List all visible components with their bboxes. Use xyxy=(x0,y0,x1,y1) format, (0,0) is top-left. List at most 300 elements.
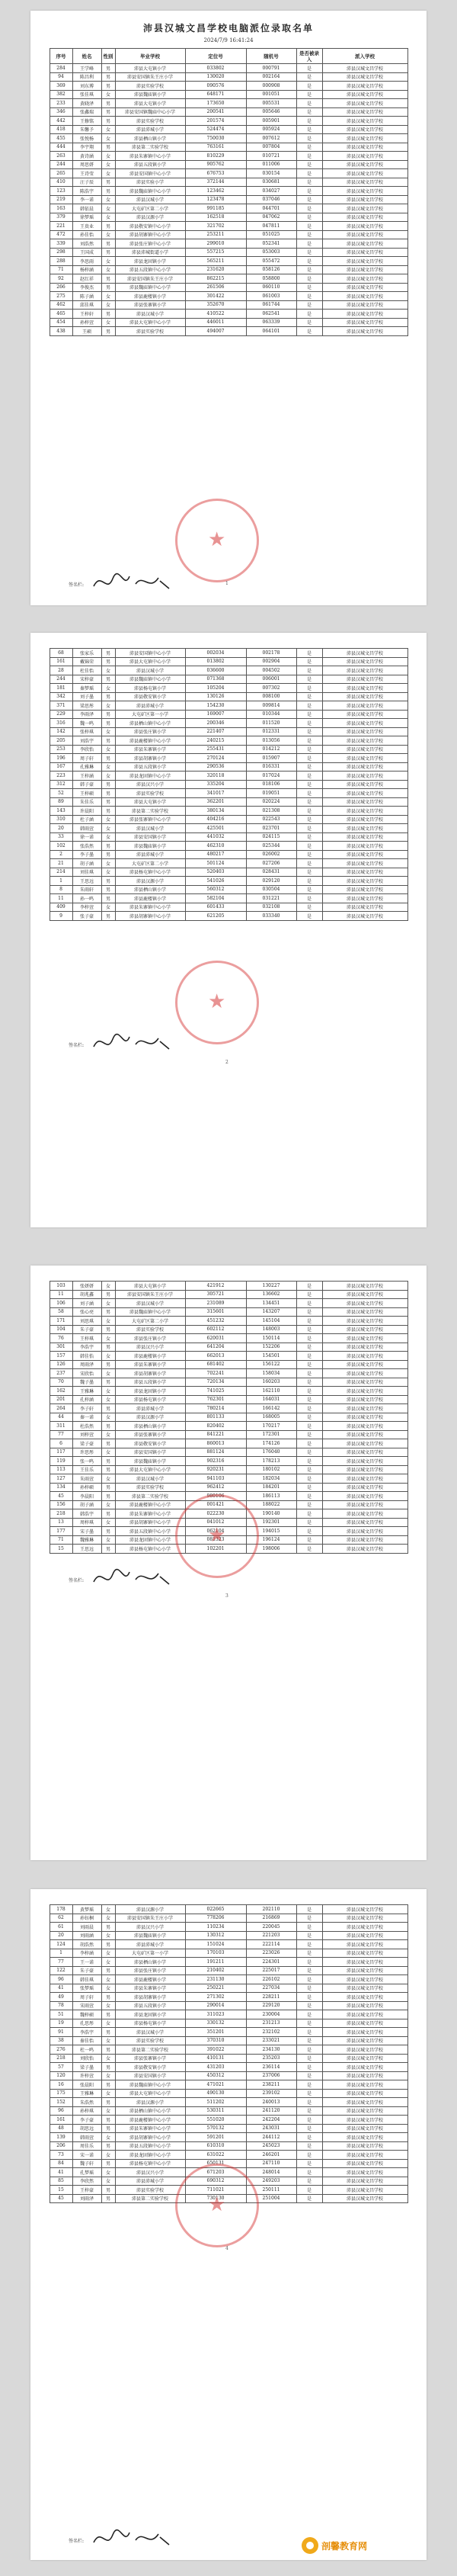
table-cell: 沛县安国镇朱王庄小学 xyxy=(115,1914,185,1923)
table-cell: 魏一鸣 xyxy=(72,719,101,728)
table-cell: 232102 xyxy=(246,2028,296,2037)
table-cell: 200346 xyxy=(185,719,246,728)
table-cell: 010721 xyxy=(246,152,296,161)
table-cell: 沛县汉城小学 xyxy=(115,1299,185,1308)
table-cell: 女 xyxy=(101,2019,115,2028)
table-cell: 265 xyxy=(50,169,72,178)
table-cell: 沛县汉城文昌学校 xyxy=(322,842,407,851)
table-cell: 沛县汉城文昌学校 xyxy=(322,1975,407,1984)
table-cell: 沛县汉城文昌学校 xyxy=(322,1360,407,1369)
table-cell: 沛县汉城小学 xyxy=(115,824,185,833)
table-cell: 62 xyxy=(50,1914,72,1923)
table-cell: 沛县汉城文昌学校 xyxy=(322,1395,407,1404)
table-cell: 沛县汉城文昌学校 xyxy=(322,1352,407,1361)
table-row xyxy=(50,2063,407,2072)
table-cell: 236114 xyxy=(246,2063,296,2072)
table-cell: 沛县汉城文昌学校 xyxy=(322,2151,407,2160)
table-cell: 102201 xyxy=(185,1545,246,1554)
table-cell: 是 xyxy=(296,1500,322,1509)
table-cell: 620031 xyxy=(185,1334,246,1343)
table-cell: 023701 xyxy=(246,824,296,833)
table-cell: 253 xyxy=(50,745,72,754)
table-cell: 053003 xyxy=(246,248,296,257)
table-cell: 朱子豪 xyxy=(72,1325,101,1334)
table-cell: 女 xyxy=(101,213,115,222)
table-cell: 71 xyxy=(50,265,72,274)
table-cell: 男 xyxy=(101,1378,115,1387)
table-cell: 是 xyxy=(296,1535,322,1545)
table-cell: 沛县胡寨镇中心小学 xyxy=(115,1518,185,1527)
table-cell: 103 xyxy=(50,1282,72,1291)
table-cell: 沛县汉城文昌学校 xyxy=(322,169,407,178)
table-cell: 沛县汉兴小学 xyxy=(115,780,185,789)
signature-label: 签名栏: xyxy=(69,1043,85,1048)
table-cell: 84 xyxy=(50,2159,72,2168)
table-row xyxy=(50,1448,407,1457)
table-cell: 沛县第二实验学校 xyxy=(115,2194,185,2203)
table-cell: 是 xyxy=(296,1914,322,1923)
table-cell: 沛县汉城文昌学校 xyxy=(322,239,407,249)
table-row xyxy=(50,2028,407,2037)
table-cell: 244112 xyxy=(246,2133,296,2142)
table-cell: 602112 xyxy=(185,1325,246,1334)
table-cell: 张悦杨 xyxy=(72,134,101,143)
table-cell: 172301 xyxy=(246,1430,296,1439)
table-cell: 男 xyxy=(101,248,115,257)
table-cell: 男 xyxy=(101,274,115,284)
table-cell: 男 xyxy=(101,807,115,816)
table-cell: 451232 xyxy=(185,1317,246,1326)
table-cell: 沛县杨屯镇小学 xyxy=(115,1395,185,1404)
table-row xyxy=(50,82,407,91)
table-cell: 438 xyxy=(50,327,72,336)
table-cell: 沛县汉城文昌学校 xyxy=(322,1457,407,1466)
table-cell: 女 xyxy=(101,169,115,178)
table-cell: 沛县汉城文昌学校 xyxy=(322,1334,407,1343)
table-cell: 235203 xyxy=(246,2054,296,2063)
table-cell: 是 xyxy=(296,257,322,266)
table-cell: 沛县张寨镇小学 xyxy=(115,300,185,310)
table-cell: 150114 xyxy=(246,1334,296,1343)
table-cell: 沛县第二实验学校 xyxy=(115,807,185,816)
handwritten-signature xyxy=(90,1563,174,1593)
table-cell: 男 xyxy=(101,1422,115,1431)
table-row xyxy=(50,1975,407,1984)
table-cell: 男 xyxy=(101,1509,115,1519)
table-row xyxy=(50,2133,407,2142)
table-cell: 是 xyxy=(296,894,322,903)
site-watermark xyxy=(302,2536,385,2555)
table-cell: 沛县汉兴小学 xyxy=(115,2168,185,2177)
table-cell: 沛县汉城文昌学校 xyxy=(322,1369,407,1378)
table-cell: 女 xyxy=(101,666,115,675)
table-cell: 是 xyxy=(296,1949,322,1958)
table-cell: 沛县安国镇小学 xyxy=(115,2071,185,2080)
table-cell: 沛县汉城文昌学校 xyxy=(322,859,407,868)
table-cell: 沛县汉城文昌学校 xyxy=(322,1465,407,1474)
table-header-row xyxy=(50,49,407,64)
table-cell: 是 xyxy=(296,1282,322,1291)
table-cell: 123 xyxy=(50,187,72,196)
table-cell: 96 xyxy=(50,2106,72,2116)
table-row xyxy=(50,204,407,213)
table-cell: 沛县汉城小学 xyxy=(115,195,185,204)
table-cell: 周佳乐 xyxy=(72,2141,101,2151)
table-cell: 062104 xyxy=(185,1527,246,1536)
table-cell: 是 xyxy=(296,318,322,327)
admission-table xyxy=(50,648,408,921)
table-cell: 沛县汉城文昌学校 xyxy=(322,1949,407,1958)
table-cell: 周子轩 xyxy=(72,754,101,763)
table-cell: 孔梦瑶 xyxy=(72,2168,101,2177)
page-number: 4 xyxy=(225,2246,228,2251)
table-cell: 陈昌利 xyxy=(72,72,101,82)
table-row xyxy=(50,1474,407,1484)
table-cell: 沛县大屯镇小学 xyxy=(115,797,185,807)
table-cell: 沛县魏庙镇中心小学 xyxy=(115,283,185,292)
table-cell: 沛县汉城文昌学校 xyxy=(322,204,407,213)
table-cell: 魏梓硕 xyxy=(72,2010,101,2019)
table-cell: 沛县五段镇小学 xyxy=(115,2001,185,2010)
table-cell: 沛县汉城文昌学校 xyxy=(322,64,407,73)
table-cell: 沛县安国镇中心小学 xyxy=(115,169,185,178)
table-cell: 黄梦瑶 xyxy=(72,1905,101,1914)
table-cell: 男 xyxy=(101,187,115,196)
table-cell: 女 xyxy=(101,1395,115,1404)
table-cell: 002904 xyxy=(246,657,296,666)
table-cell: 沛县鹿楼镇中心小学 xyxy=(115,1500,185,1509)
table-cell: 王诗莹 xyxy=(72,169,101,178)
table-cell: 77 xyxy=(50,1958,72,1967)
table-cell: 沛县汉城文昌学校 xyxy=(322,2186,407,2195)
table-cell: 沛县汉城文昌学校 xyxy=(322,649,407,658)
table-cell: 是 xyxy=(296,859,322,868)
table-cell: 李梓萱 xyxy=(72,903,101,912)
table-row xyxy=(50,832,407,842)
table-cell: 孙钰桐 xyxy=(72,1914,101,1923)
table-cell: 20 xyxy=(50,1931,72,1940)
table-cell: 沛县敬安镇小学 xyxy=(115,2063,185,2072)
table-cell: 是 xyxy=(296,885,322,894)
table-row xyxy=(50,1378,407,1387)
table-cell: 061744 xyxy=(246,300,296,310)
table-cell: 沛县沛城街道小学 xyxy=(115,248,185,257)
table-cell: 沛县实验学校 xyxy=(115,327,185,336)
table-cell: 女 xyxy=(101,859,115,868)
table-cell: 是 xyxy=(296,1958,322,1967)
table-cell: 沛县张庄镇小学 xyxy=(115,1966,185,1975)
column-header: 随机号 xyxy=(246,49,296,64)
table-cell: 44 xyxy=(50,1413,72,1422)
official-seal xyxy=(175,499,259,582)
table-cell: 沛县汉城小学 xyxy=(115,1474,185,1484)
table-cell: 170217 xyxy=(246,1422,296,1431)
table-cell: 560312 xyxy=(185,885,246,894)
table-cell: 沛县汉城文昌学校 xyxy=(322,327,407,336)
table-cell: 621205 xyxy=(185,912,246,921)
table-cell: 462 xyxy=(50,300,72,310)
table-cell: 455 xyxy=(50,134,72,143)
column-header: 姓名 xyxy=(72,49,101,64)
table-row xyxy=(50,2045,407,2055)
table-cell: 007804 xyxy=(246,143,296,152)
table-cell: 沛县胡寨镇小学 xyxy=(115,1993,185,2002)
table-cell: 206 xyxy=(50,2141,72,2151)
table-cell: 044701 xyxy=(246,204,296,213)
table-cell: 男 xyxy=(101,2098,115,2107)
table-cell: 186113 xyxy=(246,1492,296,1501)
table-cell: 孙佳怡 xyxy=(72,230,101,239)
table-cell: 081323 xyxy=(185,1535,246,1545)
table-cell: 女 xyxy=(101,204,115,213)
table-cell: 48 xyxy=(50,2124,72,2133)
table-cell: 韩雨萱 xyxy=(72,2133,101,2142)
table-cell: 李子豪 xyxy=(72,2116,101,2125)
signature-label: 签名栏: xyxy=(69,582,85,588)
table-cell: 沛县汉城文昌学校 xyxy=(322,1430,407,1439)
column-header: 是否被录入 xyxy=(296,49,322,64)
table-cell: 962412 xyxy=(185,1483,246,1492)
table-cell: 女 xyxy=(101,1369,115,1378)
table-cell: 196124 xyxy=(246,1535,296,1545)
table-row xyxy=(50,1413,407,1422)
table-cell: 沛县汉城文昌学校 xyxy=(322,1325,407,1334)
table-row xyxy=(50,701,407,711)
table-cell: 沛县汉城文昌学校 xyxy=(322,1535,407,1545)
table-cell: 女 xyxy=(101,2177,115,2186)
table-cell: 张子豪 xyxy=(72,912,101,921)
table-cell: 290014 xyxy=(185,2001,246,2010)
table-cell: 沛县汉城文昌学校 xyxy=(322,684,407,693)
table-cell: 女 xyxy=(101,2168,115,2177)
table-cell: 是 xyxy=(296,169,322,178)
table-cell: 158034 xyxy=(246,1369,296,1378)
table-cell: 164031 xyxy=(246,1395,296,1404)
table-cell: 女 xyxy=(101,134,115,143)
table-row xyxy=(50,1307,407,1317)
table-cell: 237006 xyxy=(246,2071,296,2080)
table-cell: 051025 xyxy=(246,230,296,239)
table-cell: 男 xyxy=(101,1290,115,1299)
table-cell: 是 xyxy=(296,82,322,91)
table-cell: 335204 xyxy=(185,780,246,789)
table-cell: 是 xyxy=(296,107,322,117)
column-header: 性别 xyxy=(101,49,115,64)
table-cell: 男 xyxy=(101,754,115,763)
table-row xyxy=(50,143,407,152)
table-cell: 690312 xyxy=(185,2177,246,2186)
table-cell: 181 xyxy=(50,684,72,693)
table-cell: 是 xyxy=(296,2133,322,2142)
table-cell: 男 xyxy=(101,310,115,319)
table-cell: 是 xyxy=(296,1474,322,1484)
table-cell: 是 xyxy=(296,1343,322,1352)
table-cell: 沛县汉兴小学 xyxy=(115,1343,185,1352)
table-cell: 是 xyxy=(296,1931,322,1940)
table-cell: 沛县朱寨镇小学 xyxy=(115,1984,185,1993)
table-row xyxy=(50,1325,407,1334)
table-cell: 沛县鹿楼镇中心小学 xyxy=(115,2116,185,2125)
table-cell: 541026 xyxy=(185,877,246,886)
table-cell: 11 xyxy=(50,1290,72,1299)
table-cell: 047062 xyxy=(246,213,296,222)
table-cell: 是 xyxy=(296,850,322,859)
table-cell: 沛县汉城文昌学校 xyxy=(322,2028,407,2037)
table-cell: 沛县汉城文昌学校 xyxy=(322,1483,407,1492)
table-cell: 男 xyxy=(101,1307,115,1317)
table-cell: 276 xyxy=(50,2045,72,2055)
table-cell: 沛县五段镇中心小学 xyxy=(115,265,185,274)
table-row xyxy=(50,90,407,99)
table-cell: 226102 xyxy=(246,1975,296,1984)
table-row xyxy=(50,1984,407,1993)
table-cell: 261506 xyxy=(185,283,246,292)
table-cell: 248014 xyxy=(246,2168,296,2177)
table-cell: 38 xyxy=(50,2036,72,2045)
table-cell: 王硕 xyxy=(72,327,101,336)
table-cell: 李一诺 xyxy=(72,195,101,204)
table-cell: 是 xyxy=(296,327,322,336)
table-cell: 024115 xyxy=(246,832,296,842)
table-cell: 沛县汉城文昌学校 xyxy=(322,310,407,319)
table-cell: 男 xyxy=(101,1360,115,1369)
table-cell: 253211 xyxy=(185,230,246,239)
table-cell: 28 xyxy=(50,666,72,675)
table-cell: 刘欣怡 xyxy=(72,2054,101,2063)
table-cell: 210402 xyxy=(185,1966,246,1975)
table-cell: 524474 xyxy=(185,125,246,134)
table-cell: 沛县张庄镇中心小学 xyxy=(115,239,185,249)
table-cell: 沛县汉城文昌学校 xyxy=(322,762,407,772)
table-cell: 李俊杰 xyxy=(72,283,101,292)
page-number: 1 xyxy=(225,581,228,586)
table-cell: 男 xyxy=(101,1940,115,1949)
table-cell: 026002 xyxy=(246,850,296,859)
table-cell: 沛县汉城文昌学校 xyxy=(322,780,407,789)
table-cell: 男 xyxy=(101,789,115,798)
table-cell: 沛县汉城文昌学校 xyxy=(322,1290,407,1299)
table-cell: 魏子墨 xyxy=(72,1378,101,1387)
table-cell: 朱雨轩 xyxy=(72,885,101,894)
table-cell: 沛县汉源小学 xyxy=(115,1905,185,1914)
table-cell: 李梓涵 xyxy=(72,1949,101,1958)
table-cell: 孙梓硕 xyxy=(72,1483,101,1492)
table-cell: 孙一鸣 xyxy=(72,894,101,903)
table-cell: 女 xyxy=(101,1931,115,1940)
table-cell: 216869 xyxy=(246,1914,296,1923)
table-cell: 201574 xyxy=(185,117,246,126)
table-row xyxy=(50,327,407,336)
table-cell: 沛县汉城文昌学校 xyxy=(322,894,407,903)
table-cell: 沛县龙固镇中心小学 xyxy=(115,2151,185,2160)
table-cell: 沛县汉城文昌学校 xyxy=(322,248,407,257)
table-cell: 男 xyxy=(101,222,115,231)
table-cell: 沛县沛城小学 xyxy=(115,2177,185,2186)
table-cell: 男 xyxy=(101,2141,115,2151)
table-cell: 胡子涵 xyxy=(72,1500,101,1509)
table-cell: 沛县张寨镇中心小学 xyxy=(115,815,185,824)
table-cell: 123462 xyxy=(185,187,246,196)
table-cell: 是 xyxy=(296,117,322,126)
table-cell: 男 xyxy=(101,649,115,658)
table-cell: 284 xyxy=(50,64,72,73)
table-row xyxy=(50,125,407,134)
table-cell: 130312 xyxy=(185,1931,246,1940)
table-cell: 沛县汉城文昌学校 xyxy=(322,72,407,82)
table-cell: 沛县龙固镇中心小学 xyxy=(115,1535,185,1545)
table-cell: 362201 xyxy=(185,797,246,807)
table-cell: 沛县胡寨镇中心小学 xyxy=(115,2133,185,2142)
table-row xyxy=(50,1317,407,1326)
table-cell: 张晨阳 xyxy=(72,2080,101,2090)
table-cell: 女 xyxy=(101,318,115,327)
table-cell: 胡思远 xyxy=(72,2124,101,2133)
table-cell: 大屯矿区第二小学 xyxy=(115,859,185,868)
table-cell: 沛县汉城文昌学校 xyxy=(322,2106,407,2116)
table-cell: 女 xyxy=(101,1317,115,1326)
table-cell: 778206 xyxy=(185,1914,246,1923)
table-cell: 沛县汉城文昌学校 xyxy=(322,850,407,859)
table-cell: 250111 xyxy=(246,2186,296,2195)
table-cell: 352670 xyxy=(185,300,246,310)
table-cell: 沛县栖山镇小学 xyxy=(115,1422,185,1431)
table-cell: 女 xyxy=(101,868,115,877)
table-cell: 许思彤 xyxy=(72,1448,101,1457)
table-cell: 男 xyxy=(101,1993,115,2002)
table-cell: 是 xyxy=(296,2106,322,2116)
table-cell: 860013 xyxy=(185,1439,246,1448)
table-cell: 018106 xyxy=(246,780,296,789)
table-cell: 李雨泽 xyxy=(72,710,101,719)
table-cell: 李子轩 xyxy=(72,1404,101,1413)
table-cell: 是 xyxy=(296,125,322,134)
table-cell: 033340 xyxy=(246,912,296,921)
table-cell: 472 xyxy=(50,230,72,239)
table-cell: 648171 xyxy=(185,90,246,99)
table-row xyxy=(50,1360,407,1369)
table-cell: 312 xyxy=(50,780,72,789)
table-row xyxy=(50,72,407,82)
table-cell: 王佳乐 xyxy=(72,1465,101,1474)
table-cell: 沛县沛城小学 xyxy=(115,701,185,711)
table-row xyxy=(50,903,407,912)
table-cell: 沛县汉城文昌学校 xyxy=(322,143,407,152)
table-cell: 赵红祥 xyxy=(72,274,101,284)
table-cell: 王国成 xyxy=(72,248,101,257)
table-cell: 女 xyxy=(101,745,115,754)
table-cell: 是 xyxy=(296,2116,322,2125)
table-cell: 是 xyxy=(296,1378,322,1387)
table-cell: 宋梓豪 xyxy=(72,675,101,684)
table-cell: 沛县汉城文昌学校 xyxy=(322,152,407,161)
table-cell: 沛县第二实验学校 xyxy=(115,143,185,152)
table-cell: 李欣然 xyxy=(72,2177,101,2186)
table-cell: 351201 xyxy=(185,2028,246,2037)
table-cell: 王贵业 xyxy=(72,222,101,231)
table-cell: 是 xyxy=(296,2054,322,2063)
table-cell: 李宇翔 xyxy=(72,143,101,152)
table-row xyxy=(50,692,407,701)
table-cell: 是 xyxy=(296,736,322,746)
table-cell: 156 xyxy=(50,1500,72,1509)
table-cell: 005924 xyxy=(246,125,296,134)
table-cell: 沛县汉城小学 xyxy=(115,2028,185,2037)
table-cell: 黄晓泽 xyxy=(72,99,101,108)
table-cell: 沛县大屯镇小学 xyxy=(115,99,185,108)
table-cell: 朱佳乐 xyxy=(72,797,101,807)
table-cell: 沛县汉城文昌学校 xyxy=(322,274,407,284)
table-cell: 321702 xyxy=(185,222,246,231)
